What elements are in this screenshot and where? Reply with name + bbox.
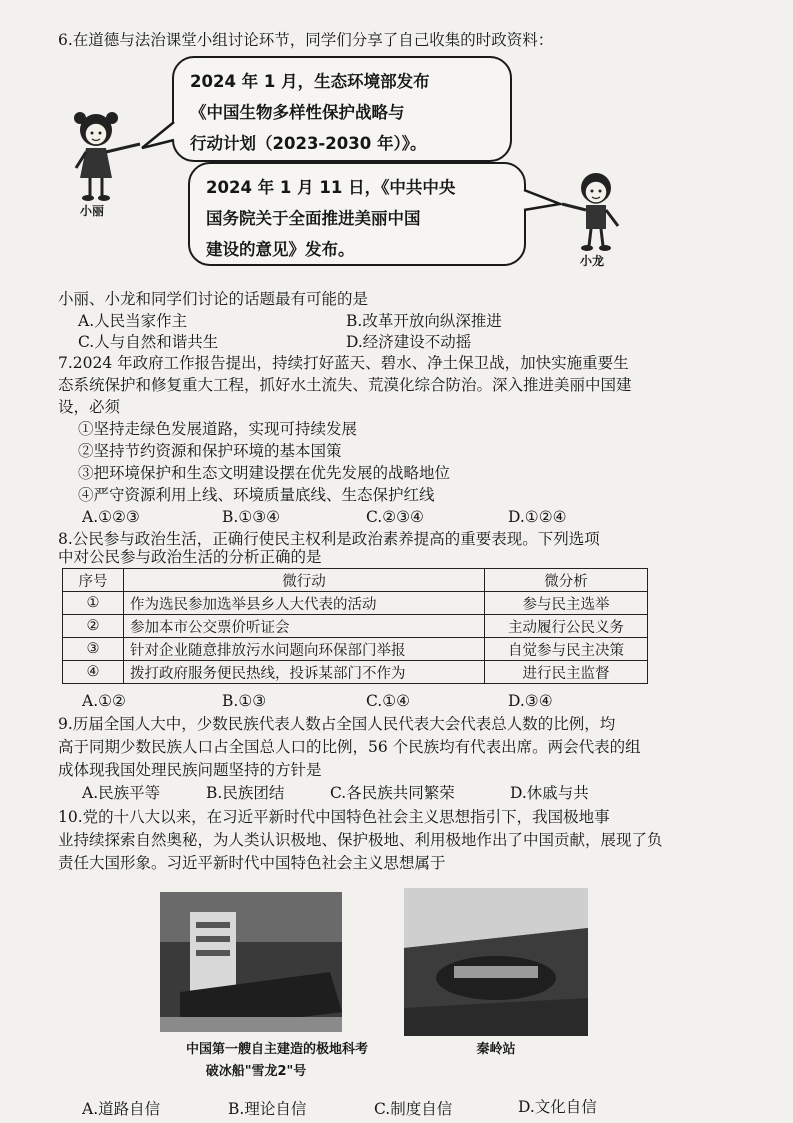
q10-option-a: A.道路自信 <box>82 1100 161 1118</box>
q7-item: ③把环境保护和生态文明建设摆在优先发展的战略地位 <box>78 464 451 482</box>
table-header-cell: 微分析 <box>485 569 648 592</box>
q6-option-b: B.改革开放向纵深推进 <box>346 312 502 330</box>
table-cell: 参加本市公交票价听证会 <box>124 615 485 638</box>
q8-option-b: B.①③ <box>222 692 267 710</box>
table-cell: 参与民主选举 <box>485 592 648 615</box>
table-row <box>63 592 648 615</box>
q10-stem-line: 业持续探索自然奥秘，为人类认识极地、保护极地、利用极地作出了中国贡献，展现了负 <box>58 831 663 849</box>
q8-option-c: C.①④ <box>366 692 411 710</box>
speech-bubble-1 <box>172 56 512 162</box>
q6-question: 小丽、小龙和同学们讨论的话题最有可能的是 <box>58 290 369 308</box>
table-header-cell: 微行动 <box>124 569 485 592</box>
table-cell: 自觉参与民主决策 <box>485 638 648 661</box>
bubble2-line: 2024 年 1 月 11 日，《中共中央 <box>206 178 456 197</box>
q10-stem-line: 责任大国形象。习近平新时代中国特色社会主义思想属于 <box>58 854 446 872</box>
q7-item: ④严守资源利用上线、环境质量底线、生态保护红线 <box>78 486 435 504</box>
q7-option-d: D.①②④ <box>508 508 567 526</box>
q9-option-d: D.休戚与共 <box>510 784 589 802</box>
q10-stem-line: 10.党的十八大以来，在习近平新时代中国特色社会主义思想指引下，我国极地事 <box>58 808 610 826</box>
q7-option-b: B.①③④ <box>222 508 281 526</box>
q9-stem-line: 9.历届全国人大中，少数民族代表人数占全国人民代表大会代表总人数的比例，均 <box>58 715 616 733</box>
q8-stem-line: 中对公民参与政治生活的分析正确的是 <box>58 548 322 566</box>
q6-option-d: D.经济建设不动摇 <box>346 333 472 351</box>
table-row <box>63 638 648 661</box>
icebreaker-caption-line2: 破冰船"雪龙2"号 <box>205 1064 307 1079</box>
q7-item: ②坚持节约资源和保护环境的基本国策 <box>78 442 342 460</box>
table-cell: 拨打政府服务便民热线，投诉某部门不作为 <box>124 661 485 684</box>
q7-option-a: A.①②③ <box>82 508 140 526</box>
q9-option-a: A.民族平等 <box>82 784 161 802</box>
table-cell: 作为选民参加选举县乡人大代表的活动 <box>124 592 485 615</box>
table-row <box>63 661 648 684</box>
icebreaker-caption-line1: 中国第一艘自主建造的极地科考 <box>185 1042 368 1057</box>
bubble2-line: 建设的意见》发布。 <box>206 240 355 259</box>
qinling-station-photo <box>404 888 588 1036</box>
bubble1-line: 行动计划（2023-2030 年）》。 <box>190 134 427 153</box>
q9-option-b: B.民族团结 <box>206 784 285 802</box>
boy-illustration <box>556 168 636 258</box>
q10-option-d: D.文化自信 <box>518 1098 597 1116</box>
q10-option-b: B.理论自信 <box>228 1100 307 1118</box>
q9-option-c: C.各民族共同繁荣 <box>330 784 455 802</box>
girl-name-label: 小丽 <box>80 204 105 218</box>
icebreaker-ship-graphic <box>160 892 342 1032</box>
bubble1-tail <box>140 118 176 158</box>
q7-stem-line: 7.2024 年政府工作报告提出，持续打好蓝天、碧水、净土保卫战，加快实施重要生 <box>58 354 629 372</box>
q10-option-c: C.制度自信 <box>374 1100 453 1118</box>
table-header-row <box>63 569 648 592</box>
q6-option-c: C.人与自然和谐共生 <box>78 333 219 351</box>
q7-option-c: C.②③④ <box>366 508 424 526</box>
table-cell: ② <box>63 615 124 638</box>
q7-stem-line: 设，必须 <box>58 398 121 416</box>
q8-table <box>62 568 648 684</box>
bubble2-line: 国务院关于全面推进美丽中国 <box>206 209 421 228</box>
table-cell: ③ <box>63 638 124 661</box>
q9-stem-line: 成体现我国处理民族问题坚持的方针是 <box>58 761 322 779</box>
icebreaker-photo <box>160 892 342 1032</box>
speech-bubble-2 <box>188 162 526 266</box>
q7-stem-line: 态系统保护和修复重大工程，抓好水土流失、荒漠化综合防治。深入推进美丽中国建 <box>58 376 632 394</box>
qinling-station-graphic <box>404 888 588 1036</box>
table-header-cell: 序号 <box>63 569 124 592</box>
bubble1-line: 2024 年 1 月，生态环境部发布 <box>190 72 430 91</box>
q9-stem-line: 高于同期少数民族人口占全国总人口的比例，56 个民族均有代表出席。两会代表的组 <box>58 738 641 756</box>
q6-stem: 6.在道德与法治课堂小组讨论环节，同学们分享了自己收集的时政资料： <box>58 31 554 49</box>
q8-stem-line: 8.公民参与政治生活，正确行使民主权利是政治素养提高的重要表现。下列选项 <box>58 530 600 548</box>
table-cell: 进行民主监督 <box>485 661 648 684</box>
table-cell: 主动履行公民义务 <box>485 615 648 638</box>
q8-option-a: A.①② <box>82 692 126 710</box>
bubble1-line: 《中国生物多样性保护战略与 <box>190 103 405 122</box>
table-cell: ④ <box>63 661 124 684</box>
table-cell: 针对企业随意排放污水问题向环保部门举报 <box>124 638 485 661</box>
q6-option-a: A.人民当家作主 <box>78 312 188 330</box>
q7-item: ①坚持走绿色发展道路，实现可持续发展 <box>78 420 358 438</box>
q8-option-d: D.③④ <box>508 692 553 710</box>
table-row <box>63 615 648 638</box>
boy-name-label: 小龙 <box>580 254 605 268</box>
qinling-station-caption: 秦岭站 <box>476 1042 516 1057</box>
table-cell: ① <box>63 592 124 615</box>
